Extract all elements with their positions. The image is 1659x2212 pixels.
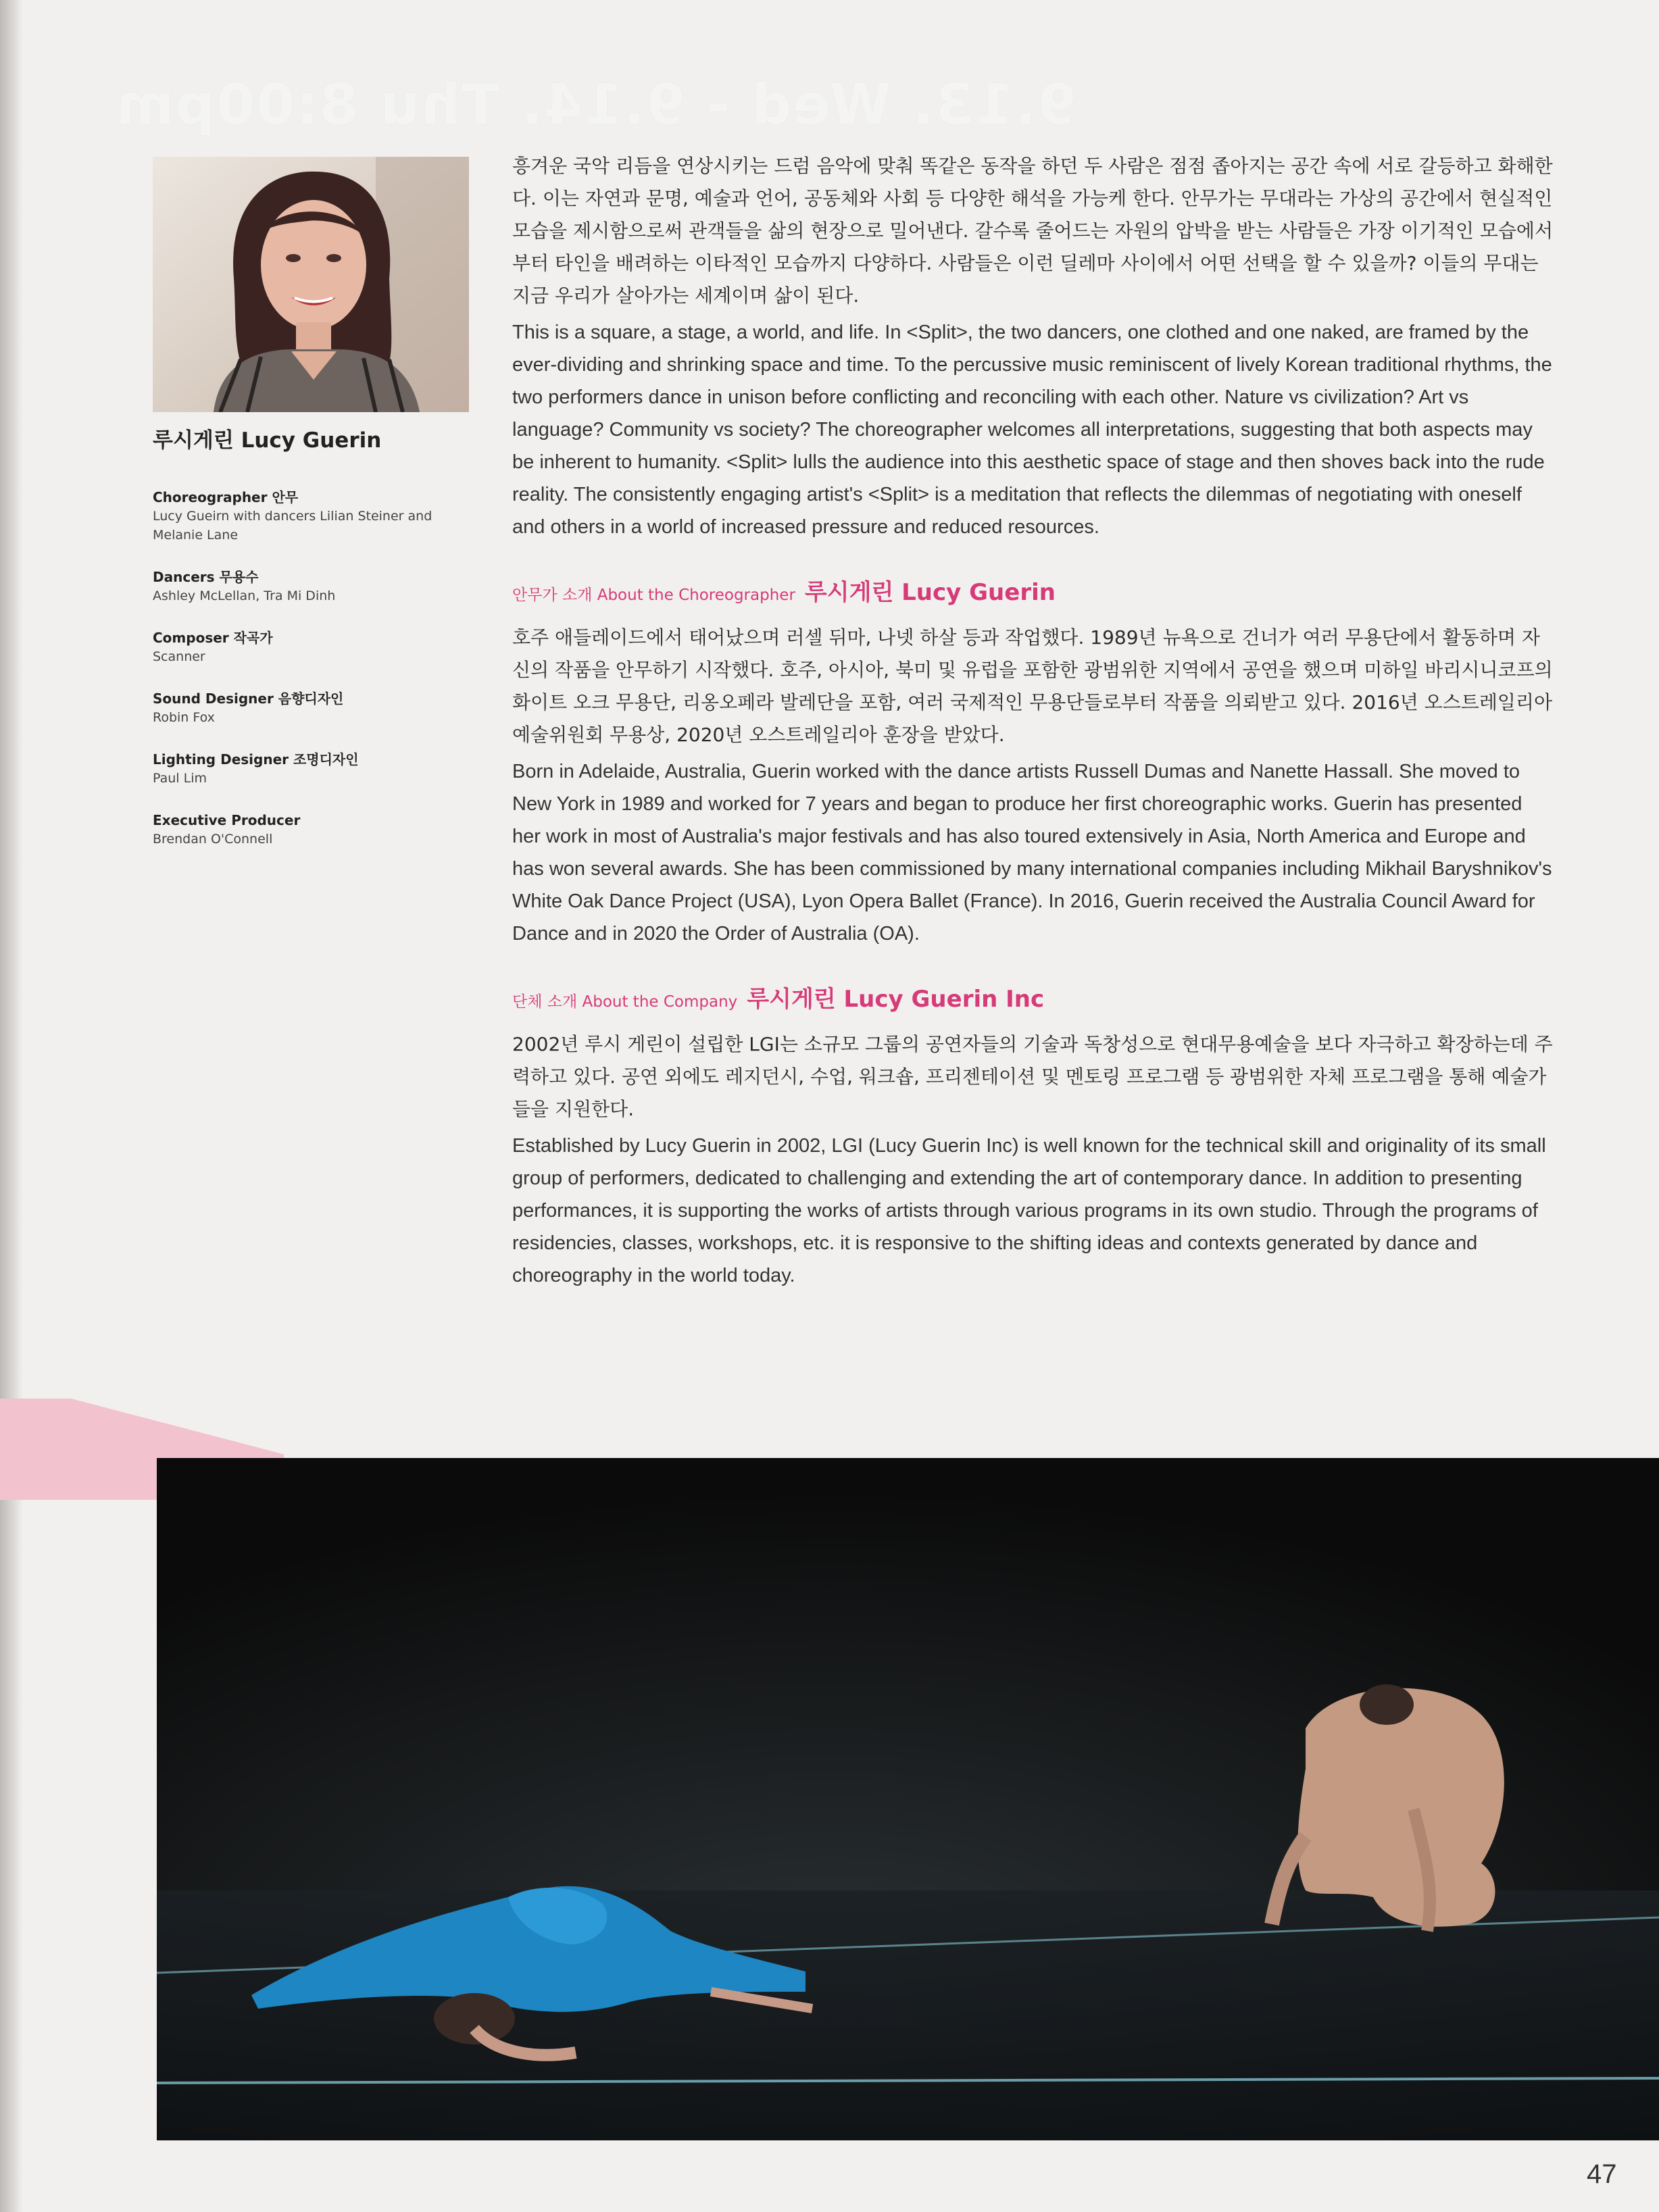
credit-choreographer: [153, 488, 437, 545]
credit-sound-designer: [153, 689, 437, 727]
company-english: Established by Lucy Guerin in 2002, LGI (Lucy Guerin Inc) is well known for the technical skill and originality of its small group of performers, dedicated to challenging and extending the art of contemporary dance. In addition to presenting performances, it is supporting the works of artists through various programs in its own studio. Through the programs of residencies, classes, workshops, etc. it is responsive to the shifting ideas and contexts generated by dance and choreography in the world today.: [512, 1135, 1546, 1286]
page-number: 47: [1587, 2159, 1617, 2189]
credit-people: Robin Fox: [153, 710, 215, 725]
choreographer-bio-korean: 호주 애들레이드에서 태어났으며 러셀 뒤마, 나넷 하살 등과 작업했다. 1989년 뉴욕으로 건너가 여러 무용단에서 활동하며 자신의 작품을 안무하기 시작했다. 호주, 아시아, 북미 및 유럽을 포함한 광범위한 지역에서 공연을 했으며 미하일 바리시니코프의 화이트 오크 무용단, 리옹오페라 발레단을 포함, 여러 국제적인 무용단들로부터 작품을 의뢰받고 있다. 2016년 오스트레일리아 예술위원회 무용상, 2020년 오스트레일리아 훈장을 받았다.: [512, 626, 1553, 746]
intro-english: This is a square, a stage, a world, and life. In <Split>, the two dancers, one clothed and one naked, are framed by the ever-dividing and shrinking space and time. To the percussive music reminiscent of lively Korean traditional rhythms, the two performers dance in unison before conflicting and reconciling with each other. Nature vs civilization? Art vs language? Community vs society? The choreographer welcomes all interpretations, suggesting that both aspects may be inherent to humanity. <Split> lulls the audience into this aesthetic space of stage and then shoves back into the rude reality. The consistently engaging artist's <Split> is a meditation that reflects the dilemmas of negotiating with oneself and others in a world of increased pressure and reduced resources.: [512, 322, 1552, 538]
company-korean: 2002년 루시 게린이 설립한 LGI는 소규모 그룹의 공연자들의 기술과 독창성으로 현대무용예술을 보다 자극하고 확장하는데 주력하고 있다. 공연 외에도 레지던시, 수업, 워크숍, 프리젠테이션 및 멘토링 프로그램 등 광범위한 자체 프로그램을 통해 예술가들을 지원한다.: [512, 1033, 1553, 1120]
section-label: 안무가 소개 About the Choreographer: [512, 586, 795, 604]
binding-shadow: [0, 0, 23, 2212]
credit-people: Brendan O'Connell: [153, 832, 273, 847]
credit-people: Lucy Gueirn with dancers Lilian Steiner and Melanie Lane: [153, 509, 432, 543]
credit-role: Sound Designer 음향디자인: [153, 690, 344, 707]
ghost-date-header: 9.13. Wed - 9.14. Thu 8:00pm: [115, 73, 1076, 137]
credit-role: Executive Producer: [153, 812, 301, 828]
stage-performance-photo: [157, 1458, 1659, 2140]
credit-role: Choreographer 안무: [153, 489, 299, 505]
choreographer-section-heading: [512, 576, 1553, 613]
credit-people: Paul Lim: [153, 771, 207, 786]
credit-role: Composer 작곡가: [153, 630, 273, 646]
section-title: 루시게린 Lucy Guerin: [804, 579, 1056, 606]
credit-role: Dancers 무용수: [153, 569, 259, 585]
main-text-column: [512, 150, 1553, 1292]
choreographer-name: 루시게린 Lucy Guerin: [153, 428, 382, 453]
choreographer-bio-english: Born in Adelaide, Australia, Guerin worked with the dance artists Russell Dumas and Nanette Hassall. She moved to New York in 1989 and worked for 7 years and began to produce her first choreographic works. Guerin has presented her work in most of Australia's major festivals and has also toured extensively in Asia, North America and Europe and has won several awards. She has been commissioned by many international companies including Mikhail Baryshnikov's White Oak Dance Project (USA), Lyon Opera Ballet (France). In 2016, Guerin received the Australia Council Award for Dance and in 2020 the Order of Australia (OA).: [512, 761, 1552, 945]
choreographer-portrait: [153, 157, 469, 412]
credit-role: Lighting Designer 조명디자인: [153, 751, 359, 768]
credit-composer: [153, 628, 437, 666]
credit-people: Ashley McLellan, Tra Mi Dinh: [153, 588, 336, 603]
section-title: 루시게린 Lucy Guerin Inc: [747, 986, 1045, 1013]
intro-korean: 흥겨운 국악 리듬을 연상시키는 드럼 음악에 맞춰 똑같은 동작을 하던 두 사람은 점점 좁아지는 공간 속에 서로 갈등하고 화해한다. 이는 자연과 문명, 예술과 언어, 공동체와 사회 등 다양한 해석을 가능케 한다. 안무가는 무대라는 가상의 공간에서 현실적인 모습을 제시함으로써 관객들을 삶의 현장으로 밀어낸다. 갈수록 줄어드는 자원의 압박을 받는 사람들은 가장 이기적인 모습에서부터 타인을 배려하는 이타적인 모습까지 다양하다. 사람들은 이런 딜레마 사이에서 어떤 선택을 할 수 있을까? 이들의 무대는 지금 우리가 살아가는 세계이며 삶이 된다.: [512, 155, 1554, 307]
section-label: 단체 소개 About the Company: [512, 993, 738, 1011]
credit-people: Scanner: [153, 649, 205, 664]
company-section-heading: [512, 982, 1553, 1020]
credit-executive-producer: [153, 811, 437, 849]
credit-lighting-designer: [153, 750, 437, 788]
credits-list: [153, 488, 437, 872]
credit-dancers: [153, 568, 437, 605]
